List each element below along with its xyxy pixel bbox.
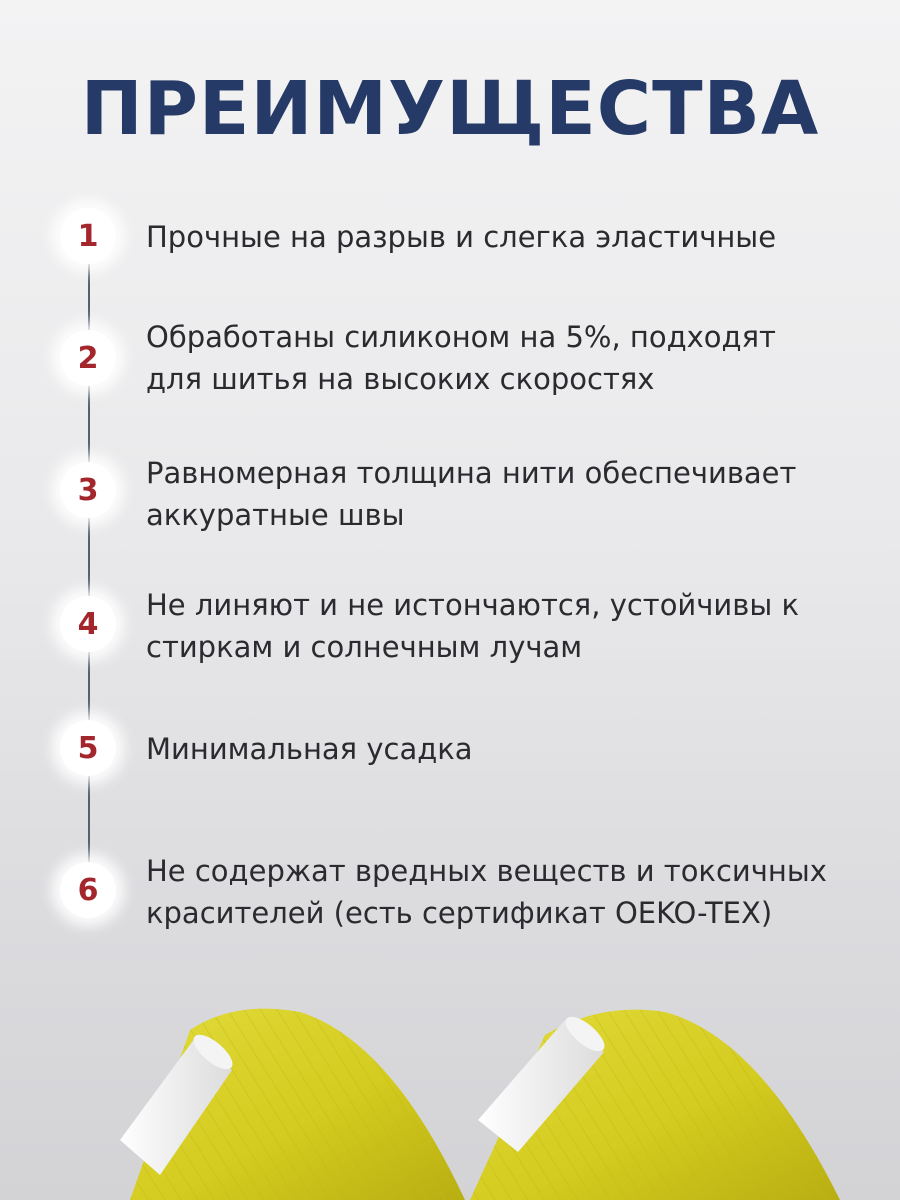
number-badge: 5	[60, 720, 116, 776]
thread-spools-image	[0, 990, 900, 1200]
number-badge: 1	[60, 208, 116, 264]
advantage-text: Обработаны силиконом на 5%, подходят для шитья на высоких скоростях	[146, 320, 776, 396]
number-badge: 4	[60, 596, 116, 652]
advantage-text: Не содержат вредных веществ и токсичных красителей (есть сертификат OEKO-TEX)	[146, 854, 827, 930]
number-badge: 3	[60, 462, 116, 518]
number-badge: 6	[60, 862, 116, 918]
advantage-text: Минимальная усадка	[146, 732, 473, 766]
advantage-text: Прочные на разрыв и слегка эластичные	[146, 220, 777, 254]
page-title: ПРЕИМУЩЕСТВА	[80, 66, 820, 152]
advantage-text: Не линяют и не истончаются, устойчивы к стиркам и солнечным лучам	[146, 588, 799, 664]
spool-right	[470, 1010, 840, 1200]
advantage-text: Равномерная толщина нити обеспечивает аккуратные швы	[146, 456, 797, 532]
number-badge: 2	[60, 330, 116, 386]
spool-left	[120, 1009, 465, 1200]
